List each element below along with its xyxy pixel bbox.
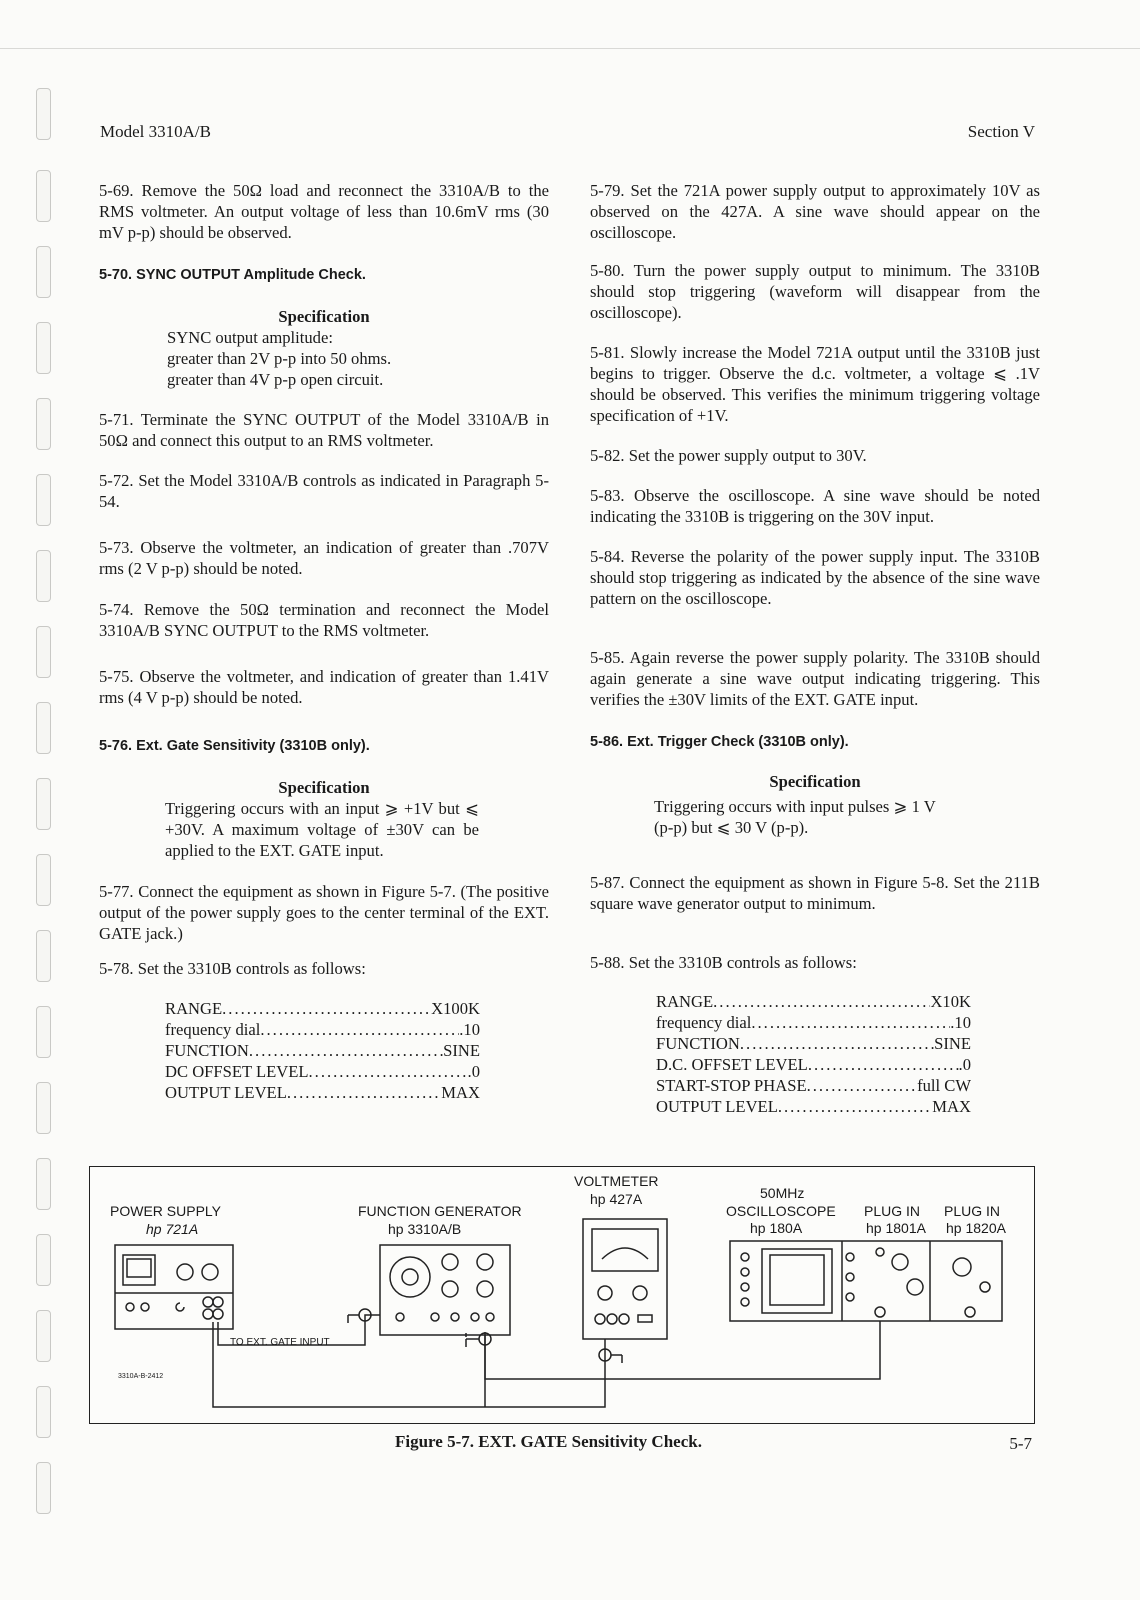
binder-hole — [36, 1386, 51, 1438]
binder-hole — [36, 1006, 51, 1058]
spec-line: greater than 2V p-p into 50 ohms. — [167, 349, 392, 368]
paragraph-5-87: 5-87. Connect the equipment as shown in Figure 5-8. Set the 211B square wave generator output to minimum. — [590, 873, 1040, 913]
settings-table — [656, 991, 971, 1117]
binder-hole — [36, 778, 51, 830]
binder-hole — [36, 398, 51, 450]
setting-value: .10 — [459, 1020, 480, 1039]
setting-name: OUTPUT LEVEL — [656, 1097, 778, 1116]
plugin-1-model: hp 1801A — [866, 1220, 926, 1236]
binder-hole — [36, 626, 51, 678]
setting-value: X100K — [431, 999, 480, 1018]
oscilloscope-model: hp 180A — [750, 1220, 803, 1236]
plugin-2-label: PLUG IN — [944, 1203, 1001, 1219]
setting-name: RANGE — [656, 992, 714, 1011]
spec-title: Specification — [278, 778, 370, 797]
power-supply-label: POWER SUPPLY — [110, 1203, 221, 1219]
spec-line: Triggering occurs with input pulses ⩾ 1 V — [654, 797, 936, 816]
function-generator-model: hp 3310A/B — [388, 1221, 462, 1237]
spec-title: Specification — [769, 772, 861, 791]
oscilloscope-drawing — [730, 1241, 1002, 1321]
voltmeter-label: VOLTMETER — [574, 1173, 659, 1189]
function-generator-label: FUNCTION GENERATOR — [358, 1203, 522, 1219]
binder-hole — [36, 1158, 51, 1210]
setting-name: RANGE — [165, 999, 223, 1018]
spec-body: Triggering occurs with an input ⩾ +1V but ⩽ +30V. A maximum voltage of ±30V can be applied to the EXT. GATE input. — [165, 799, 479, 860]
heading-5-86: 5-86. Ext. Trigger Check (3310B only). — [590, 734, 849, 750]
page-edge — [0, 48, 1140, 49]
cable-lines — [213, 1315, 880, 1407]
binder-hole — [36, 1310, 51, 1362]
oscilloscope-label: OSCILLOSCOPE — [726, 1203, 836, 1219]
oscilloscope-bandwidth: 50MHz — [760, 1185, 805, 1201]
binder-hole — [36, 170, 51, 222]
settings-row — [656, 1075, 971, 1096]
paragraph-5-75: 5-75. Observe the voltmeter, and indication of greater than 1.41V rms (4 V p-p) should be noted. — [99, 667, 549, 707]
drawing-code: 3310A-B-2412 — [118, 1373, 164, 1380]
spec-line: (p-p) but ⩽ 30 V (p-p). — [654, 818, 809, 837]
voltmeter-model: hp 427A — [590, 1191, 643, 1207]
paragraph-5-71: 5-71. Terminate the SYNC OUTPUT of the Model 3310A/B in 50Ω and connect this output to an RMS voltmeter. — [99, 410, 549, 450]
setting-name: frequency dial — [165, 1020, 261, 1039]
paragraph-5-81: 5-81. Slowly increase the Model 721A output until the 3310B just begins to trigger. Observe the d.c. voltmeter, a voltage ⩽ .1V should be observed. This verifies the minimum triggering voltage specification of +1V. — [590, 343, 1040, 425]
binder-hole — [36, 474, 51, 526]
setting-value: SINE — [443, 1041, 480, 1060]
binder-hole — [36, 854, 51, 906]
setting-value: .0 — [958, 1055, 971, 1074]
plugin-2-model: hp 1820A — [946, 1220, 1006, 1236]
paragraph-5-82: 5-82. Set the power supply output to 30V. — [590, 446, 867, 465]
settings-row — [656, 1096, 971, 1117]
settings-table — [165, 998, 480, 1103]
paragraph-5-83: 5-83. Observe the oscilloscope. A sine wave should be noted indicating the 3310B is triggering on the 30V input. — [590, 486, 1040, 526]
heading-5-70: 5-70. SYNC OUTPUT Amplitude Check. — [99, 267, 366, 283]
voltmeter-drawing — [583, 1219, 667, 1339]
spec-body — [167, 327, 549, 390]
paragraph-5-85: 5-85. Again reverse the power supply polarity. The 3310B should again generate a sine wave output indicating triggering. This verifies the ±30V limits of the EXT. GATE input. — [590, 648, 1040, 709]
binder-hole — [36, 322, 51, 374]
settings-row — [656, 1012, 971, 1033]
settings-row — [165, 998, 480, 1019]
setting-value: MAX — [441, 1083, 480, 1102]
binder-hole — [36, 88, 51, 140]
paragraph-5-72: 5-72. Set the Model 3310A/B controls as indicated in Paragraph 5-54. — [99, 471, 549, 511]
binder-hole — [36, 246, 51, 298]
settings-row — [165, 1082, 480, 1103]
plugin-1-label: PLUG IN — [864, 1203, 921, 1219]
paragraph-5-78: 5-78. Set the 3310B controls as follows: — [99, 959, 366, 978]
paragraph-5-77: 5-77. Connect the equipment as shown in Figure 5-7. (The positive output of the power supply goes to the center terminal of the EXT. GATE jack.) — [99, 882, 549, 943]
setting-name: frequency dial — [656, 1013, 752, 1032]
figure-5-7 — [89, 1166, 1035, 1424]
binder-hole — [36, 1462, 51, 1514]
power-supply-drawing — [115, 1245, 233, 1329]
left-column — [99, 180, 549, 1103]
setting-name: FUNCTION — [656, 1034, 740, 1053]
settings-row — [656, 1033, 971, 1054]
settings-row — [656, 991, 971, 1012]
settings-row — [165, 1019, 480, 1040]
paragraph-5-79: 5-79. Set the 721A power supply output to approximately 10V as observed on the 427A. A sine wave should appear on the oscilloscope. — [590, 181, 1040, 242]
setting-value: full CW — [917, 1076, 971, 1095]
setting-name: OUTPUT LEVEL — [165, 1083, 287, 1102]
paragraph-5-73: 5-73. Observe the voltmeter, an indication of greater than .707V rms (2 V p-p) should be noted. — [99, 538, 549, 578]
header-model: Model 3310A/B — [100, 122, 211, 141]
binder-hole — [36, 550, 51, 602]
heading-5-76: 5-76. Ext. Gate Sensitivity (3310B only). — [99, 738, 370, 754]
spec-body — [654, 796, 1040, 838]
spec-title: Specification — [278, 307, 370, 326]
paragraph-5-74: 5-74. Remove the 50Ω termination and reconnect the Model 3310A/B SYNC OUTPUT to the RMS voltmeter. — [99, 600, 549, 640]
setting-name: D.C. OFFSET LEVEL — [656, 1055, 808, 1074]
setting-value: .10 — [950, 1013, 971, 1032]
paragraph-5-80: 5-80. Turn the power supply output to minimum. The 3310B should stop triggering (waveform will disappear from the oscilloscope). — [590, 261, 1040, 322]
setting-value: .0 — [467, 1062, 480, 1081]
setting-value: SINE — [934, 1034, 971, 1053]
spec-line: greater than 4V p-p open circuit. — [167, 370, 384, 389]
page-number: 5-7 — [1009, 1434, 1032, 1453]
binder-hole — [36, 1234, 51, 1286]
binder-hole — [36, 1082, 51, 1134]
binder-hole — [36, 930, 51, 982]
figure-caption: Figure 5-7. EXT. GATE Sensitivity Check. — [395, 1432, 702, 1451]
setting-name: START-STOP PHASE — [656, 1076, 807, 1095]
settings-row — [165, 1040, 480, 1061]
setting-name: FUNCTION — [165, 1041, 249, 1060]
setting-name: DC OFFSET LEVEL — [165, 1062, 309, 1081]
setting-value: X10K — [930, 992, 971, 1011]
power-supply-model: hp 721A — [146, 1221, 199, 1237]
settings-row — [656, 1054, 971, 1075]
binder-hole — [36, 702, 51, 754]
right-column — [590, 180, 1040, 1117]
paragraph-5-88: 5-88. Set the 3310B controls as follows: — [590, 953, 857, 972]
setting-value: MAX — [932, 1097, 971, 1116]
paragraph-5-69: 5-69. Remove the 50Ω load and reconnect the 3310A/B to the RMS voltmeter. An output voltage of less than 10.6mV rms (30 mV p-p) should be observed. — [99, 181, 549, 242]
gate-input-label: TO EXT. GATE INPUT — [230, 1337, 330, 1348]
spec-line: SYNC output amplitude: — [167, 328, 333, 347]
paragraph-5-84: 5-84. Reverse the polarity of the power supply input. The 3310B should stop triggering as indicated by the absence of the sine wave pattern on the oscilloscope. — [590, 547, 1040, 608]
settings-row — [165, 1061, 480, 1082]
function-generator-drawing — [380, 1245, 510, 1335]
header-section: Section V — [967, 122, 1035, 141]
binder-holes — [28, 88, 54, 1548]
